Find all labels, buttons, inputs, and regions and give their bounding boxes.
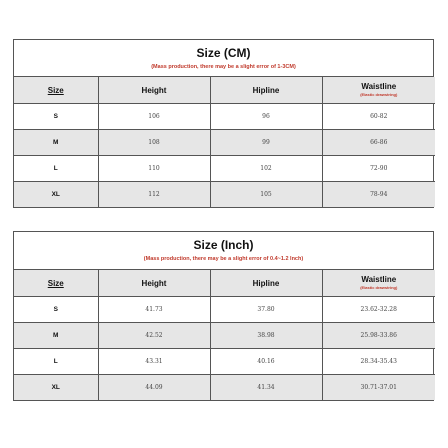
title-block	[14, 40, 433, 77]
header-height: Height	[98, 77, 210, 104]
waistline-label: Waistline	[361, 275, 397, 284]
table-title: Size (Inch)	[193, 238, 254, 252]
header-waistline	[322, 77, 435, 104]
hipline-cell: 99	[210, 130, 322, 156]
hipline-cell: 102	[210, 156, 322, 182]
size-cell: M	[14, 323, 98, 349]
header-height: Height	[98, 270, 210, 297]
waistline-cell: 23.62-32.28	[322, 297, 435, 323]
size-chart-inch	[13, 231, 434, 401]
size-cell: M	[14, 130, 98, 156]
table-row	[14, 297, 435, 323]
size-table	[14, 270, 435, 400]
waistline-cell: 66-86	[322, 130, 435, 156]
table-subtitle: (Mass production, there may be a slight error of 0.4~1.2 Inch)	[143, 256, 304, 262]
waistline-cell: 72-90	[322, 156, 435, 182]
title-block	[14, 232, 433, 270]
table-row	[14, 375, 435, 401]
table-row	[14, 130, 435, 156]
table-row	[14, 323, 435, 349]
header-hipline: Hipline	[210, 77, 322, 104]
table-row	[14, 104, 435, 130]
waistline-note: (Elastic drawstring)	[360, 285, 398, 290]
header-size: Size	[14, 77, 98, 104]
height-cell: 43.31	[98, 349, 210, 375]
height-cell: 41.73	[98, 297, 210, 323]
size-cell: L	[14, 349, 98, 375]
header-size: Size	[14, 270, 98, 297]
header-row	[14, 77, 435, 104]
height-cell: 112	[98, 182, 210, 208]
size-chart-cm	[13, 39, 434, 208]
hipline-cell: 40.16	[210, 349, 322, 375]
hipline-cell: 37.80	[210, 297, 322, 323]
size-cell: XL	[14, 375, 98, 401]
size-cell: XL	[14, 182, 98, 208]
waistline-cell: 78-94	[322, 182, 435, 208]
size-cell: L	[14, 156, 98, 182]
hipline-cell: 96	[210, 104, 322, 130]
hipline-cell: 38.98	[210, 323, 322, 349]
hipline-cell: 105	[210, 182, 322, 208]
header-row	[14, 270, 435, 297]
height-cell: 42.52	[98, 323, 210, 349]
waistline-cell: 25.98-33.86	[322, 323, 435, 349]
table-row	[14, 349, 435, 375]
size-table	[14, 77, 435, 207]
header-hipline: Hipline	[210, 270, 322, 297]
size-cell: S	[14, 297, 98, 323]
table-row	[14, 182, 435, 208]
waistline-label: Waistline	[361, 82, 397, 91]
waistline-cell: 60-82	[322, 104, 435, 130]
hipline-cell: 41.34	[210, 375, 322, 401]
waistline-cell: 30.71-37.01	[322, 375, 435, 401]
height-cell: 44.09	[98, 375, 210, 401]
table-subtitle: (Mass production, there may be a slight error of 1-3CM)	[151, 64, 296, 70]
table-row	[14, 156, 435, 182]
size-cell: S	[14, 104, 98, 130]
height-cell: 110	[98, 156, 210, 182]
height-cell: 108	[98, 130, 210, 156]
waistline-note: (Elastic drawstring)	[360, 92, 398, 97]
table-title: Size (CM)	[196, 46, 251, 60]
header-waistline	[322, 270, 435, 297]
height-cell: 106	[98, 104, 210, 130]
waistline-cell: 28.34-35.43	[322, 349, 435, 375]
